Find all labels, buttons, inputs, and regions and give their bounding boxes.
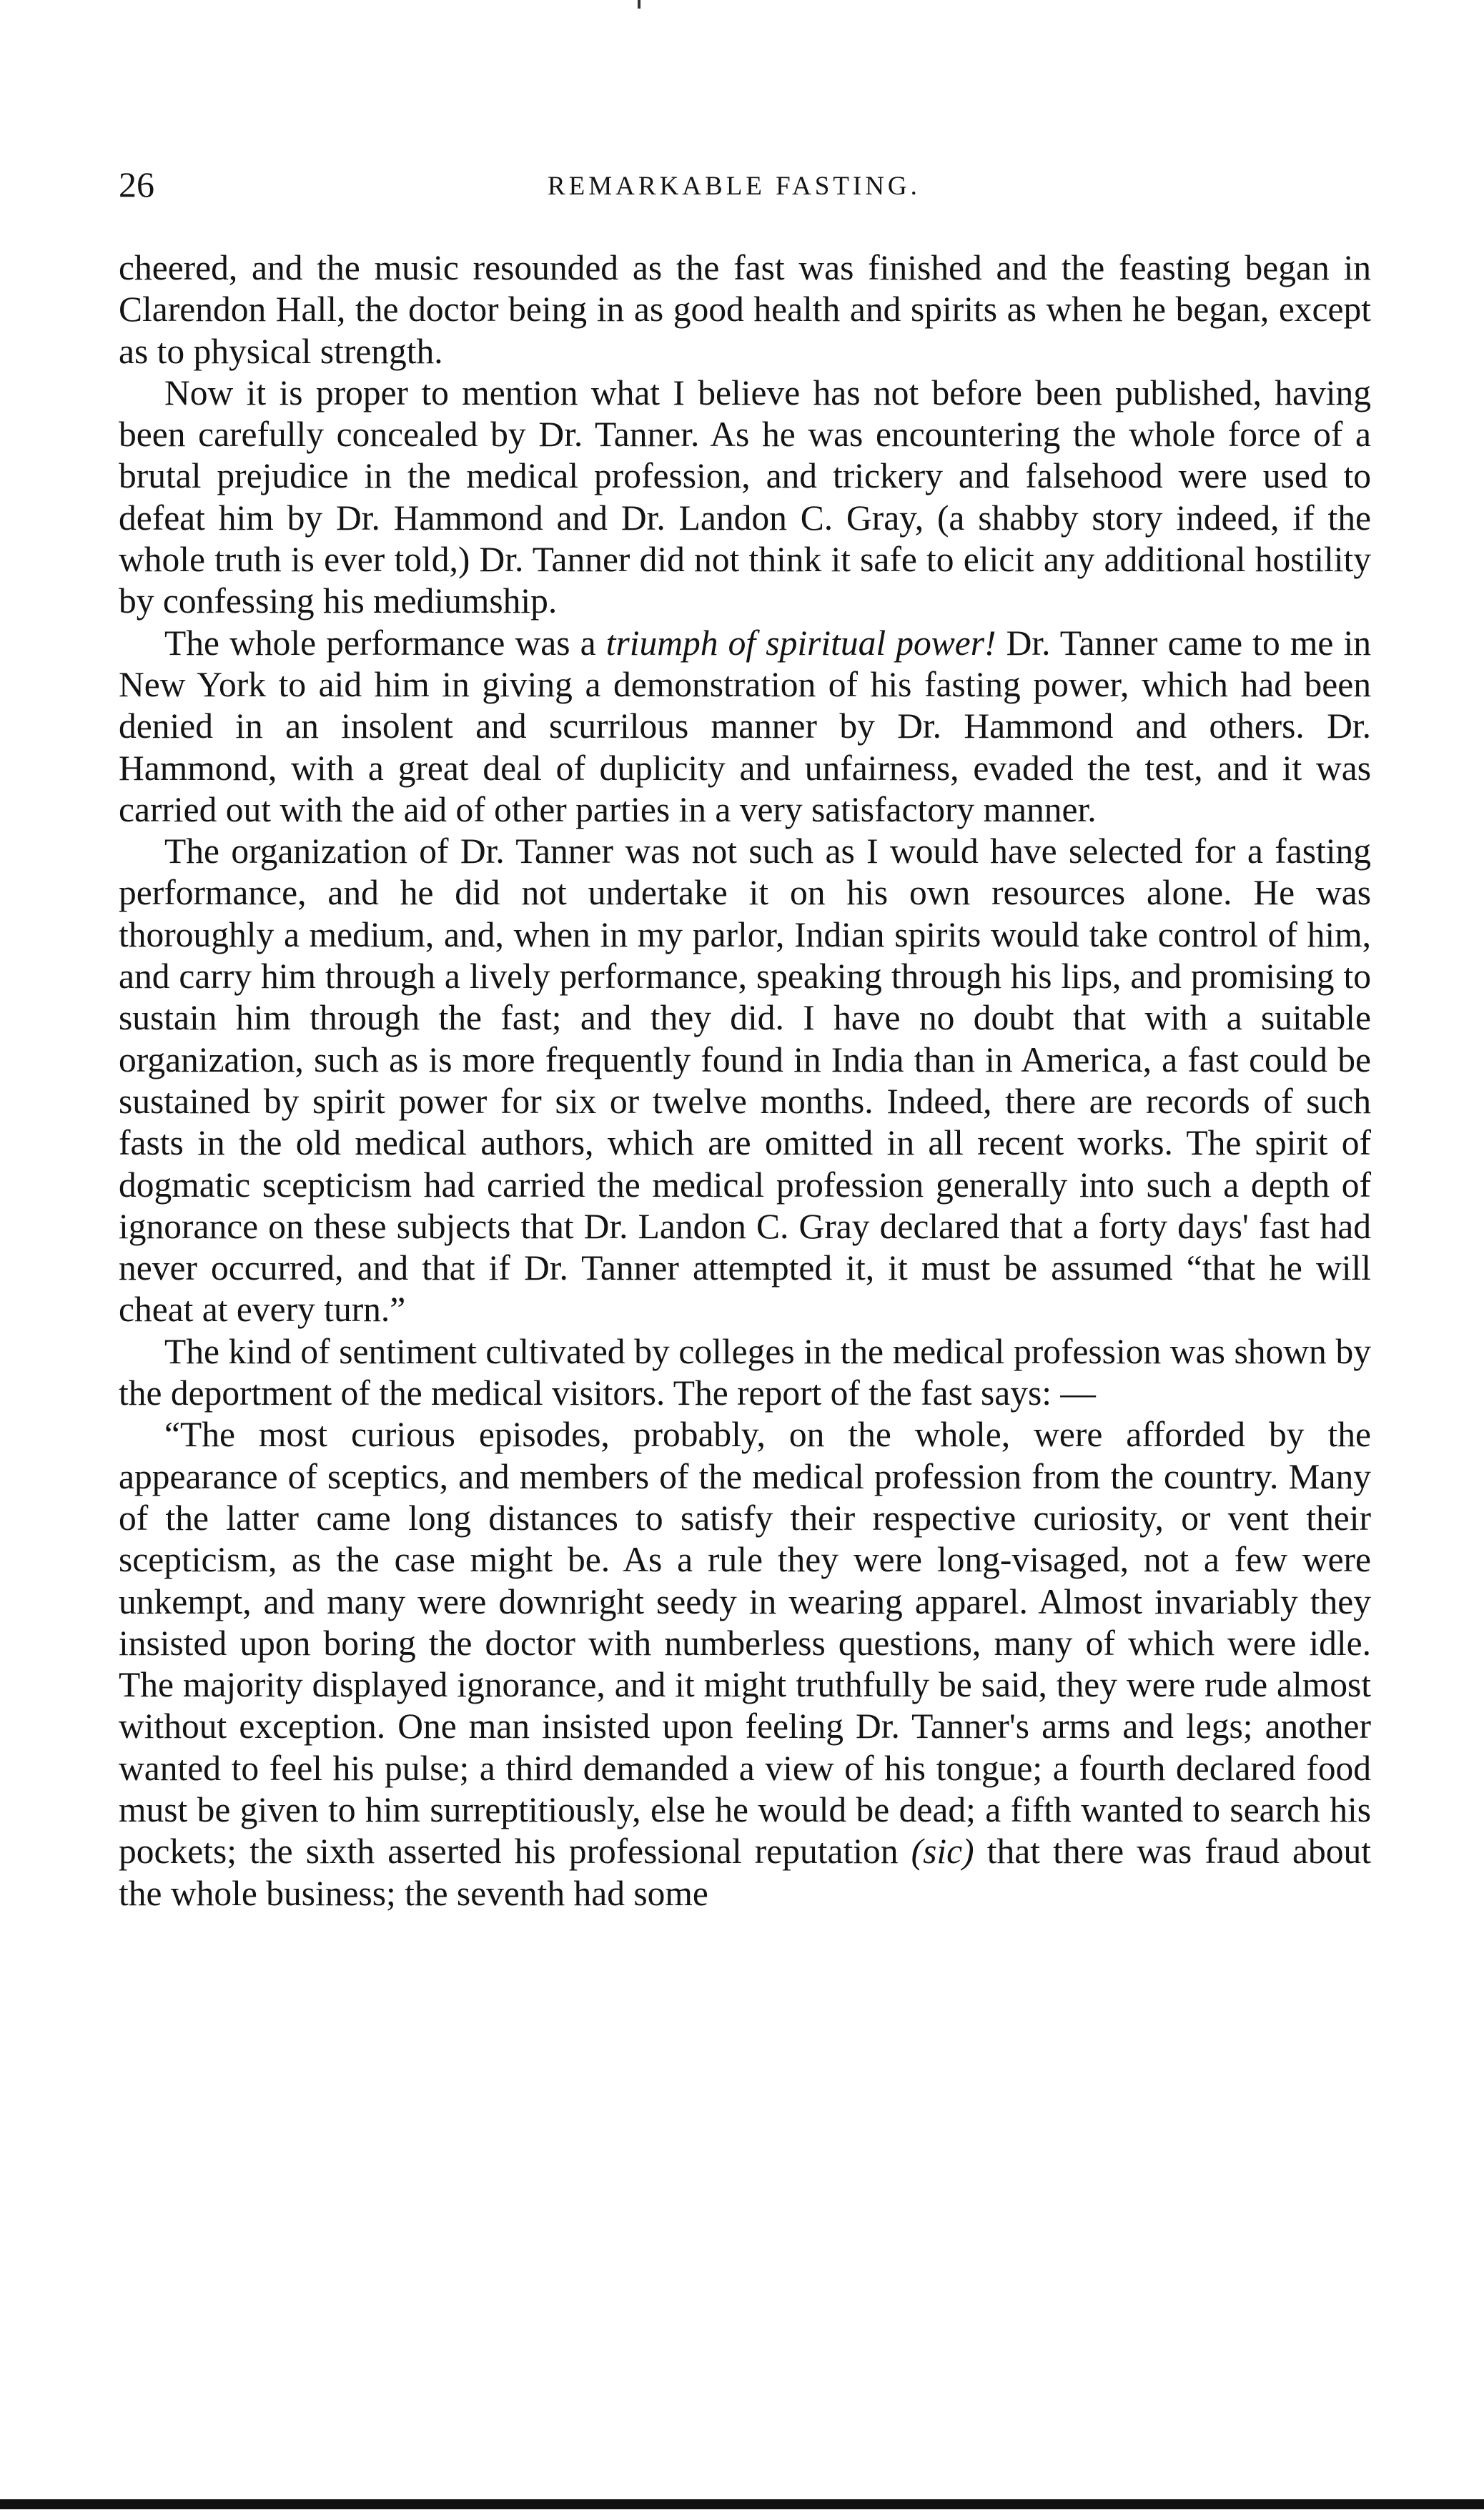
paragraph-1: cheered, and the music resounded as the fast was finished and the feasting began in Clarendon Hall, the doctor being in as good health and spirits as when he began, except as to physical strength. xyxy=(119,248,1371,371)
paragraph-2: Now it is proper to mention what I believe has not before been published, having been carefully concealed by Dr. Tanner. As he was encountering the whole force of a brutal prejudice in the medical profession, and trickery and falsehood were used to defeat him by Dr. Hammond and Dr. Landon C. Gray, (a shabby story indeed, if the whole truth is ever told,) Dr. Tanner did not think it safe to elicit any additional hostility by confessing his mediumship. xyxy=(119,372,1371,621)
paragraph-4: The organization of Dr. Tanner was not such as I would have selected for a fasting performance, and he did not undertake it on his own resources alone. He was thoroughly a medium, and, when in my parlor, Indian spirits would take control of him, and carry him through a lively performance, speaking through his lips, and promising to sustain him through the fast; and they did. I have no doubt that with a suitable organization, such as is more frequently found in India than in America, a fast could be sustained by spirit power for six or twelve months. Indeed, there are records of such fasts in the old medical authors, which are omitted in all recent works. The spirit of dogmatic scepticism had carried the medical profession generally into such a depth of ignorance on these subjects that Dr. Landon C. Gray declared that a forty days' fast had never occurred, and that if Dr. Tanner attempted it, it must be assumed “that he will cheat at every turn.” xyxy=(119,831,1371,1330)
paragraph-3-emphasis: triumph of spiritual power! xyxy=(605,623,996,663)
paragraph-6-emphasis: (sic) xyxy=(911,1832,974,1872)
page-header xyxy=(119,163,1370,213)
paragraph-3-lead: The whole performance was a xyxy=(164,623,606,663)
paragraph-6-rest: that there was fraud about the whole business; the seventh had some xyxy=(119,1832,1371,1913)
paragraph-3 xyxy=(119,623,1371,831)
page-edge-rule xyxy=(0,2499,1484,2509)
page-number: 26 xyxy=(119,164,154,204)
paragraph-6-quotation xyxy=(119,1414,1371,1914)
paragraph-6-lead: “The most curious episodes, probably, on the whole, were afforded by the appearance of sceptics, and members of the medical profession from the country. Many of the latter came long distances to satisfy their respective curiosity, or vent their scepticism, as the case might be. As a rule they were long-visaged, not a few were unkempt, and many were downright seedy in wearing apparel. Almost invariably they insisted upon boring the doctor with numberless questions, many of which were idle. The majority displayed ignorance, and it might truthfully be said, they were rude almost without exception. One man insisted upon feeling Dr. Tanner's arms and legs; another wanted to feel his pulse; a third demanded a view of his tongue; a fourth declared food must be given to him surreptitiously, else he would be dead; a fifth wanted to search his pockets; the sixth asserted his professional reputation xyxy=(119,1415,1371,1872)
body-text xyxy=(119,247,1371,1914)
print-speck xyxy=(638,0,640,9)
paragraph-3-rest: Dr. Tanner came to me in New York to aid him in giving a demonstration of his fasting power, which had been denied in an insolent and scurrilous manner by Dr. Hammond and others. Dr. Hammond, with a great deal of duplicity and unfairness, evaded the test, and it was carried out with the aid of other parties in a very satisfactory manner. xyxy=(119,623,1371,829)
running-title: REMARKABLE FASTING. xyxy=(548,172,921,201)
paragraph-5: The kind of sentiment cultivated by colleges in the medical profession was shown by the deportment of the medical visitors. The report of the fast says: — xyxy=(119,1331,1371,1413)
